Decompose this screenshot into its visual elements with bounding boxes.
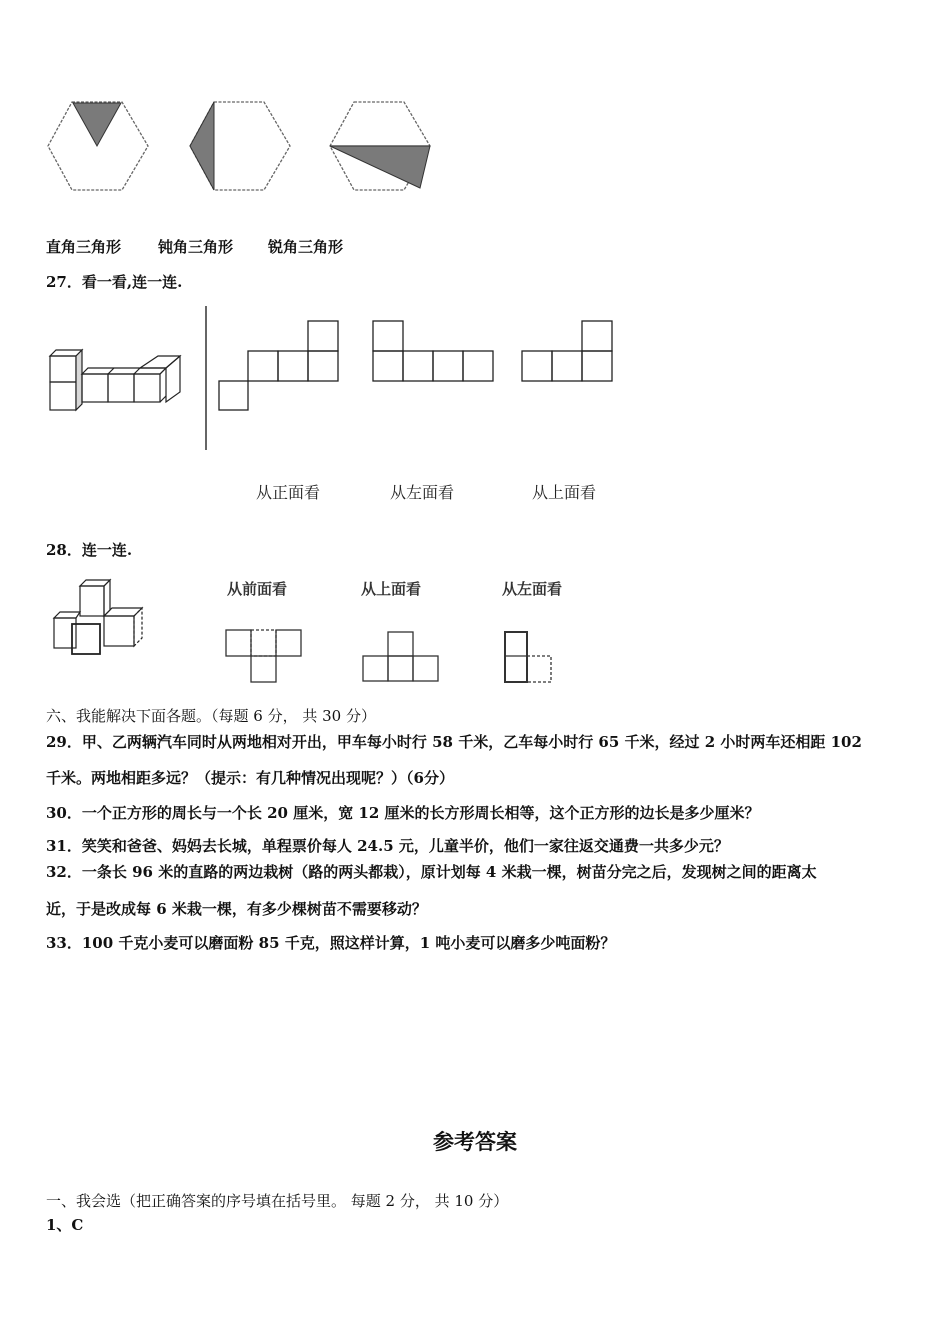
question-32-line-1: 32．一条长 96 米的直路的两边栽树（路的两头都栽），原计划每 4 米栽一棵，树苗分完之后，发现树之间的距离太 bbox=[46, 863, 817, 881]
view-label-top: 从上面看 bbox=[532, 483, 597, 502]
view-label-28-left: 从左面看 bbox=[502, 580, 563, 598]
question-30: 30．一个正方形的周长与一个长 20 厘米，宽 12 厘米的长方形周长相等，这个正方形的边长是多少厘米？ bbox=[46, 804, 760, 822]
hexagon-figure-3 bbox=[328, 100, 432, 192]
triangle-label-obtuse: 钝角三角形 bbox=[158, 238, 234, 256]
answers-title: 参考答案 bbox=[433, 1129, 517, 1154]
section-6-heading: 六、我能解决下面各题。（每题 6 分， 共 30 分） bbox=[46, 707, 376, 725]
view-grid-27-c bbox=[521, 320, 615, 382]
question-27: 27．看一看,连一连. bbox=[46, 273, 183, 291]
cube-stack-figure-28 bbox=[50, 578, 150, 658]
hexagon-figure-2 bbox=[188, 100, 292, 192]
hexagon-figure-1 bbox=[46, 100, 150, 192]
cube-stack-figure-27 bbox=[48, 348, 188, 416]
divider-line bbox=[204, 306, 208, 450]
answers-section-1-heading: 一、我会选（把正确答案的序号填在括号里。 每题 2 分， 共 10 分） bbox=[46, 1192, 509, 1210]
question-31: 31．笑笑和爸爸、妈妈去长城，单程票价每人 24.5 元，儿童半价，他们一家往返交通费一共多少元？ bbox=[46, 837, 729, 855]
question-28: 28．连一连. bbox=[46, 541, 133, 559]
view-grid-28-front bbox=[224, 628, 304, 684]
triangle-label-right: 直角三角形 bbox=[46, 238, 122, 256]
question-29-line-2: 千米。两地相距多远？（提示：有几种情况出现呢？）（6分） bbox=[46, 769, 454, 787]
view-grid-27-b bbox=[372, 320, 496, 382]
view-label-left: 从左面看 bbox=[390, 483, 455, 502]
view-grid-28-top bbox=[362, 630, 440, 684]
question-32-line-2: 近，于是改成每 6 米栽一棵，有多少棵树苗不需要移动？ bbox=[46, 900, 427, 918]
question-33: 33．100 千克小麦可以磨面粉 85 千克，照这样计算，1 吨小麦可以磨多少吨面粉？ bbox=[46, 934, 616, 952]
view-label-28-top: 从上面看 bbox=[361, 580, 422, 598]
view-label-front: 从正面看 bbox=[256, 483, 321, 502]
triangle-label-acute: 锐角三角形 bbox=[268, 238, 344, 256]
answer-1: 1、C bbox=[46, 1216, 84, 1234]
view-grid-28-left bbox=[502, 630, 556, 684]
view-grid-27-a bbox=[218, 320, 340, 412]
question-29-line-1: 29．甲、乙两辆汽车同时从两地相对开出，甲车每小时行 58 千米，乙车每小时行 65 千米，经过 2 小时两车还相距 102 bbox=[46, 733, 862, 751]
view-label-28-front: 从前面看 bbox=[227, 580, 288, 598]
